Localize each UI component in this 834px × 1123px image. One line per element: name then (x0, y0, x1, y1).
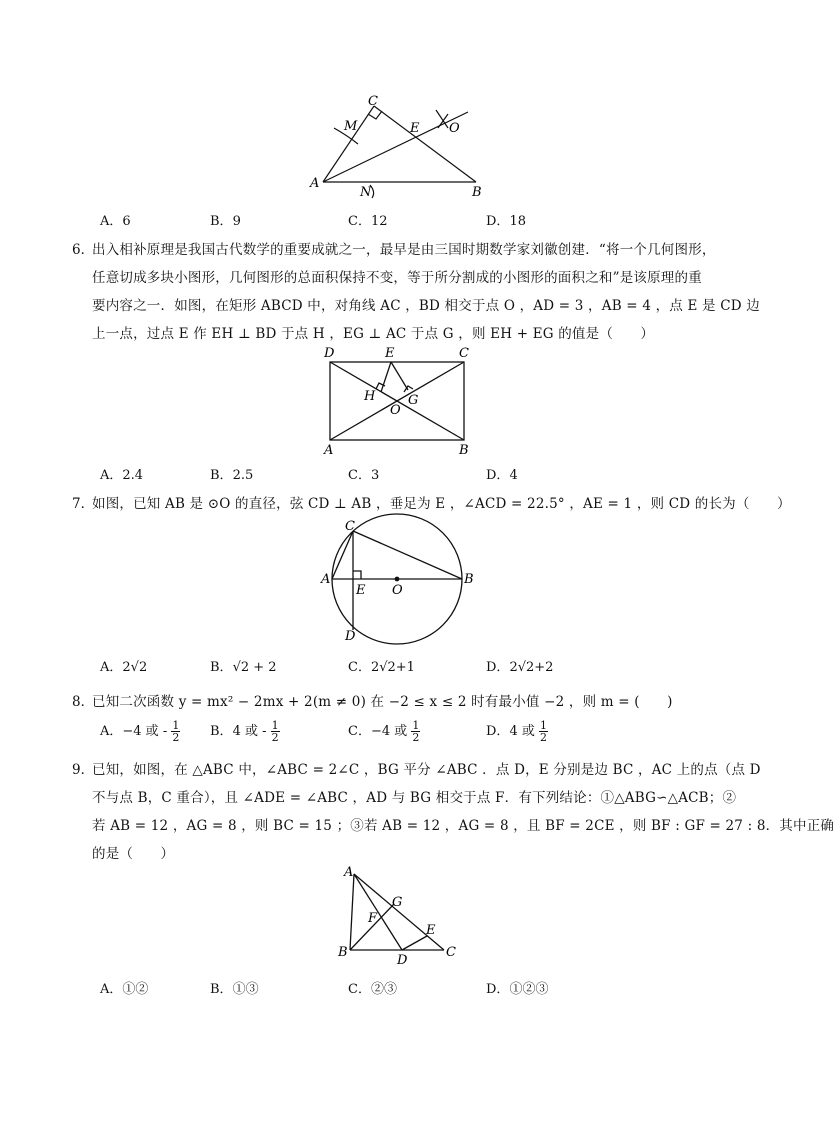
q9-label-G: G (392, 895, 403, 910)
q6-option-c[interactable]: C．3 (348, 468, 380, 483)
q7-label-D: D (345, 629, 356, 644)
q6-option-d[interactable]: D．4 (486, 468, 518, 483)
q9-option-d[interactable]: D．①②③ (486, 982, 549, 997)
q7-label-O: O (392, 583, 403, 598)
q8-option-a[interactable]: A．−4 或 - $\frac{1}{2}$ (100, 719, 180, 744)
q5-label-O: O (449, 121, 460, 136)
q7-option-a[interactable]: A．2√2 (100, 660, 148, 675)
q7-option-b[interactable]: B．√2 + 2 (210, 660, 277, 675)
q6-label-A: A (324, 443, 334, 458)
q8-option-d[interactable]: D．4 或 $\frac{1}{2}$ (486, 719, 547, 744)
q9-figure (330, 864, 470, 968)
q6-text-line: 上一点，过点 E 作 EH ⊥ BD 于点 H ，EG ⊥ AC 于点 G ，则 EH + EG 的值是（ ） (92, 326, 655, 342)
q7-figure (316, 512, 480, 644)
q9-text-line: 若 AB = 12 ，AG = 8 ，则 BC = 15 ；③若 AB = 12 ，AG = 8 ，且 BF = 2CE ，则 BF : GF = 27 : 8．其中正确 (92, 818, 834, 834)
q6-option-b[interactable]: B．2.5 (210, 468, 254, 483)
q9-label-A: A (344, 865, 354, 880)
q9-option-b[interactable]: B．①③ (210, 982, 259, 997)
q6-label-D: D (324, 346, 335, 361)
q9-text-line: 已知，如图，在 △ABC 中，∠ABC = 2∠C ，BG 平分 ∠ABC ．点 D，E 分别是边 BC ，AC 上的点（点 D (92, 762, 761, 778)
q6-figure (318, 342, 478, 460)
q9-option-a[interactable]: A．①② (100, 982, 149, 997)
q9-label-D: D (397, 953, 408, 968)
q5-option-b[interactable]: B．9 (210, 214, 241, 229)
q5-label-N: N (360, 185, 372, 200)
q9-label-C: C (446, 945, 456, 960)
q8-option-b[interactable]: B．4 或 - $\frac{1}{2}$ (210, 719, 279, 744)
q5-label-C: C (368, 94, 378, 109)
q7-option-d[interactable]: D．2√2+2 (486, 660, 554, 675)
q9-label-B: B (338, 945, 348, 960)
q7-option-c[interactable]: C．2√2+1 (348, 660, 415, 675)
q6-number: 6． (72, 242, 95, 258)
q7-label-E: E (356, 583, 366, 598)
q7-label-C: C (345, 519, 355, 534)
q5-option-a[interactable]: A．6 (100, 214, 131, 229)
q5-label-B: B (472, 185, 482, 200)
q7-label-A: A (321, 572, 331, 587)
q9-text-line: 不与点 B，C 重合），且 ∠ADE = ∠ABC ，AD 与 BG 相交于点 F．有下列结论：①△ABG∽△ACB；② (92, 790, 737, 806)
q5-label-A: A (310, 176, 320, 191)
q7-label-B: B (464, 572, 474, 587)
q5-option-d[interactable]: D．18 (486, 214, 526, 229)
q5-option-c[interactable]: C．12 (348, 214, 388, 229)
q8-text-line: 已知二次函数 y = mx² − 2mx + 2(m ≠ 0) 在 −2 ≤ x ≤ 2 时有最小值 −2 ，则 m = ( ) (92, 694, 673, 710)
q5-figure (300, 92, 480, 202)
q6-label-O: O (390, 403, 401, 418)
q6-option-a[interactable]: A．2.4 (100, 468, 144, 483)
q6-text-line: 任意切成多块小图形，几何图形的总面积保持不变，等于所分割成的小图形的面积之和”是该原理的重 (92, 270, 702, 286)
q8-option-c[interactable]: C．−4 或 $\frac{1}{2}$ (348, 719, 420, 744)
q7-text-line: 如图，已知 AB 是 ⊙O 的直径，弦 CD ⊥ AB ，垂足为 E ，∠ACD = 22.5° ，AE = 1 ，则 CD 的长为（ ） (92, 496, 791, 512)
q8-number: 8． (72, 694, 95, 710)
q5-label-M: M (344, 119, 358, 134)
q9-label-F: F (368, 911, 378, 926)
q6-label-E: E (385, 346, 395, 361)
q6-text-line: 要内容之一．如图，在矩形 ABCD 中，对角线 AC ，BD 相交于点 O ，AD = 3 ，AB = 4 ，点 E 是 CD 边 (92, 298, 760, 314)
q6-label-B: B (459, 443, 469, 458)
q9-number: 9． (72, 762, 95, 778)
q6-label-H: H (364, 389, 376, 404)
q7-number: 7． (72, 496, 95, 512)
q5-label-E: E (410, 121, 420, 136)
q6-label-C: C (459, 346, 469, 361)
q6-label-G: G (408, 393, 419, 408)
q9-label-E: E (426, 923, 436, 938)
q9-text-line: 的是（ ） (92, 846, 175, 862)
q6-text-line: 出入相补原理是我国古代数学的重要成就之一，最早是由三国时期数学家刘徽创建．“将一个几何图形， (92, 242, 716, 258)
q9-option-c[interactable]: C．②③ (348, 982, 397, 997)
